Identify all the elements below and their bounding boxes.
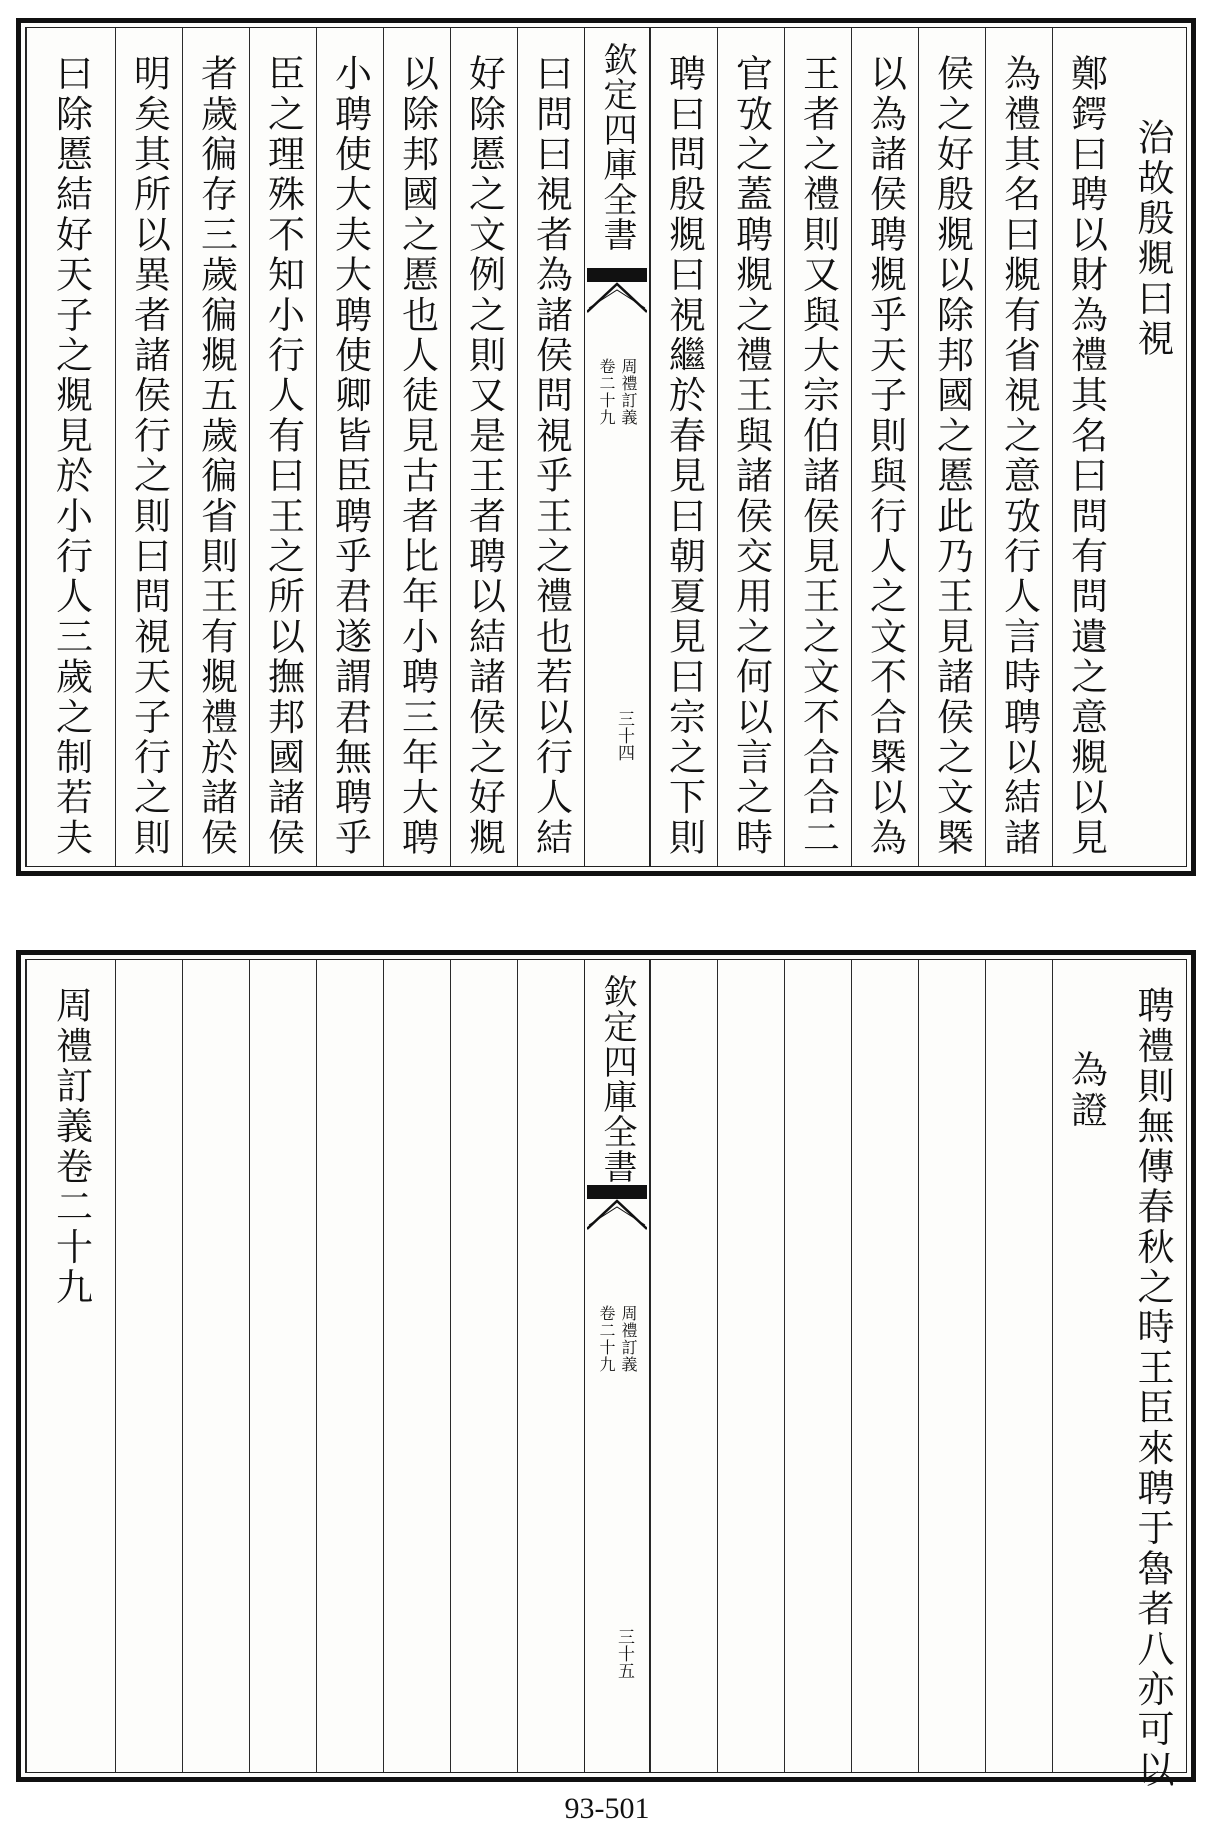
top-page [16, 18, 1196, 876]
top-band-folio: 三十四 [614, 710, 634, 761]
top-center-band [584, 28, 650, 866]
top-column-7-text: 官攷之蓋聘覜之禮王與諸侯交用之何以言之時 [729, 54, 773, 858]
top-column-4-text: 侯之好殷覜以除邦國之慝此乃王見諸侯之文槩 [930, 54, 974, 858]
bottom-band-volume: 卷二十九 [597, 1305, 616, 1373]
bottom-page-frame [25, 959, 1187, 1790]
top-column-5 [851, 28, 918, 866]
top-column-6-text: 王者之禮則又與大宗伯諸侯見王之文不合合二 [796, 54, 840, 858]
bottom-fish-tail-mark [587, 1185, 647, 1245]
bottom-column-8 [650, 960, 717, 1772]
top-column-3 [985, 28, 1052, 866]
top-band-book: 周禮訂義 [619, 358, 638, 426]
top-column-7 [717, 28, 784, 866]
bottom-column-16-text: 周禮訂義卷二十九 [49, 986, 93, 1308]
top-fish-tail-mark [587, 268, 647, 328]
top-column-13-text: 臣之理殊不知小行人有曰王之所以撫邦國諸侯 [261, 54, 305, 858]
bottom-column-5 [851, 960, 918, 1772]
bottom-column-1 [1119, 960, 1186, 1790]
bottom-column-1-text: 聘禮則無傳春秋之時王臣來聘于魯者八亦可以 [1131, 986, 1174, 1790]
bottom-column-9 [517, 960, 584, 1772]
top-column-16 [26, 28, 115, 866]
bottom-column-12 [316, 960, 383, 1772]
top-band-volume: 卷二十九 [597, 358, 616, 426]
top-column-3-text: 為禮其名曰覜有省視之意攷行人言時聘以結諸 [997, 54, 1041, 858]
top-column-8-text: 聘曰問殷覜曰視繼於春見曰朝夏見曰宗之下則 [662, 54, 706, 858]
bottom-column-3 [985, 960, 1052, 1772]
top-column-2-text: 鄭鍔曰聘以財為禮其名曰問有問遺之意覜以見 [1064, 54, 1108, 858]
bottom-center-band [584, 960, 650, 1772]
top-column-14 [182, 28, 249, 866]
top-column-1 [1119, 28, 1186, 866]
bottom-column-11 [383, 960, 450, 1772]
bottom-column-14 [182, 960, 249, 1772]
bottom-column-13 [249, 960, 316, 1772]
bottom-column-10 [450, 960, 517, 1772]
top-column-12-text: 小聘使大夫大聘使卿皆臣聘乎君遂謂君無聘乎 [328, 54, 372, 858]
top-column-14-text: 者歲徧存三歲徧覜五歲徧省則王有覜禮於諸侯 [194, 54, 238, 858]
top-column-9 [517, 28, 584, 866]
top-column-1-text: 治故殷覜曰視 [1131, 118, 1174, 360]
page-number: 93-501 [564, 1792, 650, 1825]
top-column-16-text: 曰除慝結好天子之覜見於小行人三歲之制若夫 [49, 54, 93, 858]
top-column-2 [1052, 28, 1119, 866]
top-column-10-text: 好除慝之文例之則又是王者聘以結諸侯之好覜 [462, 54, 506, 858]
top-column-4 [918, 28, 985, 866]
bottom-band-title: 欽定四庫全書 [597, 974, 637, 1184]
bottom-column-6 [784, 960, 851, 1772]
top-column-15 [115, 28, 182, 866]
top-column-10 [450, 28, 517, 866]
bottom-band-folio: 三十五 [614, 1628, 634, 1679]
top-page-frame [25, 27, 1187, 867]
top-column-13 [249, 28, 316, 866]
bottom-column-15 [115, 960, 182, 1772]
top-column-12 [316, 28, 383, 866]
top-column-6 [784, 28, 851, 866]
top-column-11 [383, 28, 450, 866]
bottom-band-book: 周禮訂義 [619, 1305, 638, 1373]
top-column-15-text: 明矣其所以異者諸侯行之則曰問視天子行之則 [127, 54, 171, 858]
bottom-column-2-text: 為證 [1064, 1050, 1108, 1131]
bottom-column-7 [717, 960, 784, 1772]
bottom-column-2 [1052, 960, 1119, 1772]
top-column-9-text: 曰問曰視者為諸侯問視乎王之禮也若以行人結 [529, 54, 573, 858]
top-column-8 [650, 28, 717, 866]
top-band-title: 欽定四庫全書 [597, 42, 637, 252]
bottom-column-4 [918, 960, 985, 1772]
bottom-page [16, 950, 1196, 1790]
bottom-column-16 [26, 960, 115, 1772]
top-column-11-text: 以除邦國之慝也人徒見古者比年小聘三年大聘 [395, 54, 439, 858]
top-column-5-text: 以為諸侯聘覜乎天子則與行人之文不合槩以為 [863, 54, 907, 858]
